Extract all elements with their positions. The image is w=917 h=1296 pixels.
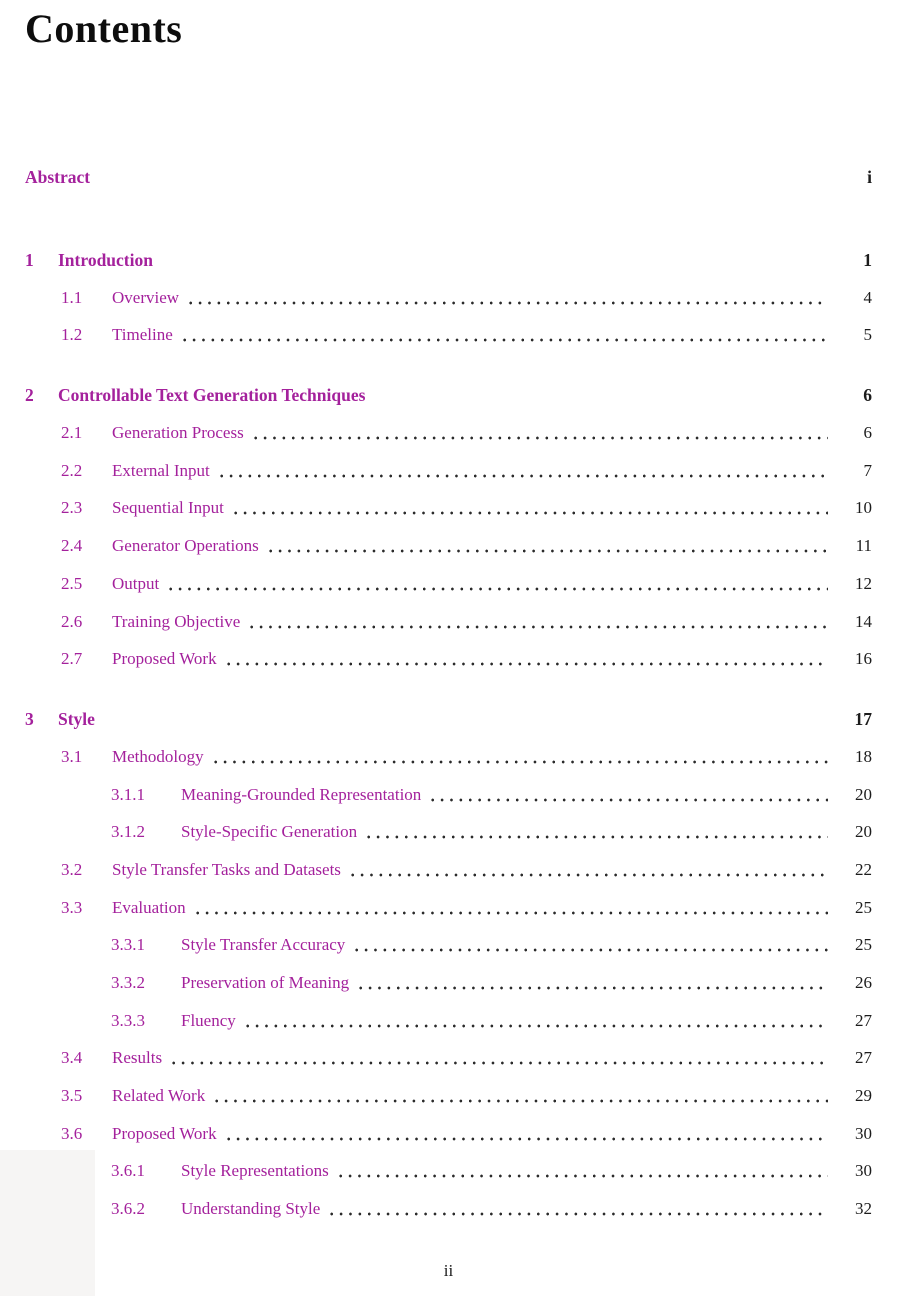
toc-entry-subsection[interactable] <box>25 820 872 844</box>
entry-number[interactable]: 2.7 <box>61 649 83 669</box>
dot-leader <box>180 323 828 347</box>
dot-leader <box>217 459 828 483</box>
dot-leader <box>212 1084 828 1108</box>
entry-title[interactable]: Generation Process <box>112 423 244 443</box>
entry-title[interactable]: Style-Specific Generation <box>181 822 358 842</box>
entry-number[interactable]: 3.6.2 <box>111 1199 145 1219</box>
entry-title[interactable]: Evaluation <box>112 897 186 917</box>
dot-leader <box>97 165 828 189</box>
entry-page: 12 <box>855 573 872 593</box>
entry-number[interactable]: 3.2 <box>61 859 83 879</box>
dot-leader <box>166 572 828 596</box>
entry-title[interactable]: Fluency <box>181 1010 236 1030</box>
toc-entry-section[interactable] <box>25 610 872 634</box>
dot-leader <box>251 421 828 445</box>
toc-entry-chapter[interactable] <box>25 248 872 272</box>
toc-entry-section[interactable] <box>25 896 872 920</box>
entry-page: i <box>867 167 872 187</box>
entry-number[interactable]: 3.1.2 <box>111 822 145 842</box>
toc-entry-section[interactable] <box>25 858 872 882</box>
entry-page: 25 <box>855 897 872 917</box>
entry-number[interactable]: 3.1 <box>61 746 83 766</box>
entry-number[interactable]: 1.1 <box>61 287 83 307</box>
entry-number[interactable]: 1.2 <box>61 325 83 345</box>
entry-title[interactable]: Sequential Input <box>112 498 224 518</box>
entry-title[interactable]: Abstract <box>25 167 91 187</box>
entry-number[interactable]: 3.3 <box>61 897 83 917</box>
entry-page: 7 <box>863 460 872 480</box>
dot-leader <box>348 858 828 882</box>
toc-entry-subsection[interactable] <box>25 933 872 957</box>
dot-leader <box>247 610 828 634</box>
entry-page: 20 <box>855 822 872 842</box>
toc-entry-section[interactable] <box>25 459 872 483</box>
entry-number[interactable]: 3.6.1 <box>111 1161 145 1181</box>
toc-entry-section[interactable] <box>25 1084 872 1108</box>
entry-page: 1 <box>863 250 872 270</box>
entry-page: 26 <box>855 973 872 992</box>
entry-number[interactable]: 2.4 <box>61 536 83 556</box>
entry-title[interactable]: Understanding Style <box>181 1199 321 1219</box>
entry-number[interactable]: 3.3.3 <box>111 1010 145 1030</box>
entry-title[interactable]: Overview <box>112 287 180 307</box>
entry-page: 30 <box>855 1161 872 1181</box>
entry-title[interactable]: Output <box>112 573 160 593</box>
dot-leader <box>327 1197 828 1221</box>
toc-entry-subsection[interactable] <box>25 1159 872 1183</box>
entry-number[interactable]: 3.4 <box>61 1048 83 1068</box>
entry-page: 32 <box>855 1199 872 1219</box>
entry-number[interactable]: 3 <box>25 709 34 730</box>
entry-page: 16 <box>855 649 872 669</box>
dot-leader <box>352 933 828 957</box>
entry-page: 11 <box>855 536 872 556</box>
entry-number[interactable]: 3.6 <box>61 1123 83 1143</box>
dot-leader <box>224 647 828 671</box>
entry-page: 22 <box>855 859 872 879</box>
entry-page: 6 <box>863 423 872 443</box>
entry-title[interactable]: Training Objective <box>112 611 241 631</box>
entry-title[interactable]: Preservation of Meaning <box>181 973 350 992</box>
entry-title[interactable]: Methodology <box>112 746 204 766</box>
entry-page: 29 <box>855 1086 872 1106</box>
entry-title[interactable]: Timeline <box>112 325 173 345</box>
dot-leader <box>356 971 828 995</box>
entry-number[interactable]: 2 <box>25 385 34 406</box>
entry-number[interactable]: 2.3 <box>61 498 83 518</box>
entry-title[interactable]: Proposed Work <box>112 649 217 669</box>
entry-page: 10 <box>855 498 872 518</box>
dot-leader <box>102 707 828 731</box>
entry-page: 27 <box>855 1048 872 1068</box>
toc-entry-section[interactable] <box>25 421 872 445</box>
dot-leader <box>169 1046 828 1070</box>
entry-page: 25 <box>855 935 872 955</box>
entry-number[interactable]: 3.3.1 <box>111 935 145 955</box>
dot-leader <box>372 383 828 407</box>
entry-title[interactable]: Style Transfer Accuracy <box>181 935 346 955</box>
entry-page: 14 <box>855 611 872 631</box>
entry-number[interactable]: 2.2 <box>61 460 83 480</box>
entry-number[interactable]: 2.5 <box>61 573 83 593</box>
entry-page: 27 <box>855 1010 872 1030</box>
entry-title[interactable]: Controllable Text Generation Techniques <box>58 385 366 406</box>
dot-leader <box>243 1009 828 1033</box>
entry-number[interactable]: 3.5 <box>61 1086 83 1106</box>
entry-page: 5 <box>863 325 872 345</box>
toc-entry-subsection[interactable] <box>25 783 872 807</box>
entry-page: 18 <box>855 746 872 766</box>
entry-title[interactable]: Generator Operations <box>112 536 259 556</box>
toc-entry-section[interactable] <box>25 745 872 769</box>
page-title: Contents <box>25 6 183 51</box>
dot-leader <box>160 248 828 272</box>
toc-entry-section[interactable] <box>25 496 872 520</box>
toc-entry-section[interactable] <box>25 1122 872 1146</box>
entry-title[interactable]: Style <box>58 709 95 730</box>
entry-title[interactable]: External Input <box>112 460 210 480</box>
entry-page: 17 <box>854 709 872 730</box>
entry-title[interactable]: Related Work <box>112 1086 206 1106</box>
entry-title[interactable]: Style Representations <box>181 1161 329 1181</box>
entry-page: 4 <box>863 287 872 307</box>
entry-title[interactable]: Introduction <box>58 250 153 270</box>
entry-number[interactable]: 3.3.2 <box>111 973 145 992</box>
toc-entry-section[interactable] <box>25 1046 872 1070</box>
entry-title[interactable]: Meaning-Grounded Representation <box>181 784 422 804</box>
toc-entry-subsection[interactable] <box>25 1197 872 1221</box>
entry-number[interactable]: 2.1 <box>61 423 83 443</box>
toc-entry-section[interactable] <box>25 323 872 347</box>
dot-leader <box>364 820 828 844</box>
entry-number[interactable]: 3.1.1 <box>111 784 145 804</box>
toc-entry-section[interactable] <box>25 647 872 671</box>
toc-entry-section[interactable] <box>25 534 872 558</box>
dot-leader <box>266 534 828 558</box>
toc-entry-section[interactable] <box>25 572 872 596</box>
dot-leader <box>428 783 828 807</box>
toc-entry-chapter[interactable] <box>25 707 872 731</box>
toc-list <box>25 165 872 1221</box>
dot-leader <box>224 1122 828 1146</box>
toc-entry-chapter[interactable] <box>25 383 872 407</box>
toc-entry-subsection[interactable] <box>25 971 872 995</box>
entry-title[interactable]: Results <box>112 1048 163 1068</box>
dot-leader <box>186 286 828 310</box>
toc-entry-section[interactable] <box>25 286 872 310</box>
dot-leader <box>193 896 828 920</box>
dot-leader <box>231 496 828 520</box>
toc-entry-front[interactable] <box>25 165 872 189</box>
entry-title[interactable]: Style Transfer Tasks and Datasets <box>112 859 341 879</box>
entry-page: 6 <box>863 385 872 406</box>
entry-number[interactable]: 2.6 <box>61 611 83 631</box>
entry-page: 20 <box>855 784 872 804</box>
entry-page: 30 <box>855 1123 872 1143</box>
dot-leader <box>336 1159 828 1183</box>
entry-title[interactable]: Proposed Work <box>112 1123 217 1143</box>
toc-entry-subsection[interactable] <box>25 1009 872 1033</box>
dot-leader <box>211 745 828 769</box>
entry-number[interactable]: 1 <box>25 250 34 270</box>
folio-page-number: ii <box>443 1261 454 1281</box>
